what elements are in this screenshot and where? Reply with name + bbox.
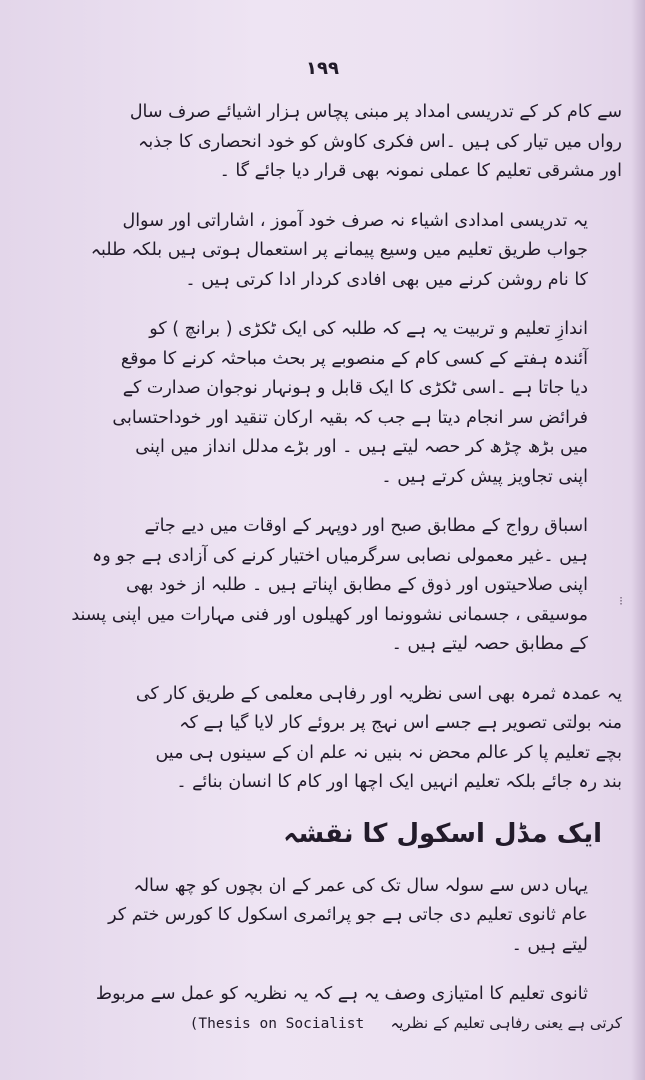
text-line: دیا جاتا ہے ۔اسی ٹکڑی کا ایک قابل و ہونہار نوجوان صدارت کے bbox=[122, 378, 588, 398]
text-line: اسباق رواج کے مطابق صبح اور دوپہر کے اوقات میں دیے جاتے bbox=[144, 516, 588, 536]
text-line: عام ثانوی تعلیم دی جاتی ہے جو پرائمری اسکول کا کورس ختم کر bbox=[108, 905, 588, 925]
text-line: رواں میں تیار کی ہیں ۔اس فکری کاوش کو خود انحصاری کا جذبہ bbox=[138, 131, 622, 152]
text-line: یہ عمدہ ثمرہ بھی اسی نظریہ اور رفاہی معلمی کے طریق کار کی bbox=[135, 683, 622, 704]
paragraph bbox=[52, 207, 622, 296]
english-phrase: (Thesis on Socialist bbox=[189, 1015, 365, 1032]
text-line: بند رہ جائے بلکہ تعلیم انہیں ایک اچھا اور کام کا انسان بنائے ۔ bbox=[176, 772, 622, 792]
mixed-line bbox=[52, 1012, 622, 1035]
paragraph bbox=[52, 680, 622, 798]
text-line: موسیقی ، جسمانی نشوونما اور کھیلوں اور فنی مہارات میں اپنی پسند bbox=[71, 604, 588, 625]
paragraph bbox=[52, 980, 622, 1010]
paragraph bbox=[52, 512, 622, 660]
paragraph bbox=[52, 315, 622, 492]
text-line: یہ تدریسی امدادی اشیاء نہ صرف خود آموز ، اشاراتی اور سوال bbox=[122, 210, 588, 231]
text-line: یہاں دس سے سولہ سال تک کی عمر کے ان بچوں کو چھ سالہ bbox=[133, 875, 588, 896]
text-line: بچے تعلیم پا کر عالم محض نہ بنیں نہ علم ان کے سینوں ہی میں bbox=[155, 742, 622, 763]
text-line: ثانوی تعلیم کا امتیازی وصف یہ ہے کہ یہ نظریہ کو عمل سے مربوط bbox=[95, 984, 588, 1004]
text-line: جواب طریق تعلیم میں وسیع پیمانے پر استعمال ہوتی ہیں بلکہ طلبہ bbox=[90, 240, 588, 260]
text-line: اپنی تجاویز پیش کرتے ہیں ۔ bbox=[381, 466, 588, 487]
margin-mark: ⁝ bbox=[619, 594, 623, 608]
text-line: سے کام کر کے تدریسی امداد پر مبنی پچاس ہزار اشیائے صرف سال bbox=[129, 102, 622, 122]
text-line: اندازِ تعلیم و تربیت یہ ہے کہ طلبہ کی ایک ٹکڑی ( برانچ ) کو bbox=[149, 319, 588, 339]
text-line: آئندہ ہفتے کے کسی کام کے منصوبے پر بحث مباحثہ کرنے کا موقع bbox=[120, 348, 588, 369]
text-line: کا نام روشن کرنے میں بھی افادی کردار ادا کرتی ہیں ۔ bbox=[185, 269, 588, 290]
text-line: کے مطابق حصہ لیتے ہیں ۔ bbox=[391, 634, 588, 654]
paragraph bbox=[52, 872, 622, 961]
text-line: فرائض سر انجام دیتا ہے جب کہ بقیہ ارکان تنقید اور خوداحتسابی bbox=[112, 407, 588, 428]
page-number: ۱۹۹ bbox=[306, 58, 339, 79]
text-line: اور مشرقی تعلیم کا عملی نمونہ بھی قرار دیا جائے گا ۔ bbox=[219, 161, 622, 181]
section-heading: ایک مڈل اسکول کا نقشہ bbox=[283, 818, 602, 849]
body-text bbox=[52, 98, 622, 1035]
text-line: منہ بولتی تصویر ہے جسے اس نہج پر بروئے کار لایا گیا ہے کہ bbox=[179, 713, 622, 733]
text-line: کرتی ہے یعنی رفاہی تعلیم کے نظریہ bbox=[390, 1013, 622, 1032]
text-line: اپنی صلاحیتوں اور ذوق کے مطابق اپناتے ہیں ۔ طلبہ از خود بھی bbox=[126, 575, 588, 595]
text-line: لیتے ہیں ۔ bbox=[511, 934, 588, 955]
text-line: ہیں ۔غیر معمولی نصابی سرگرمیاں اختیار کرنے کی آزادی ہے جو وہ bbox=[91, 545, 588, 566]
paragraph bbox=[52, 98, 622, 187]
text-line: میں بڑھ چڑھ کر حصہ لیتے ہیں ۔ اور بڑے مدلل انداز میں اپنی bbox=[135, 437, 588, 457]
page-edge-shadow bbox=[631, 0, 645, 1080]
